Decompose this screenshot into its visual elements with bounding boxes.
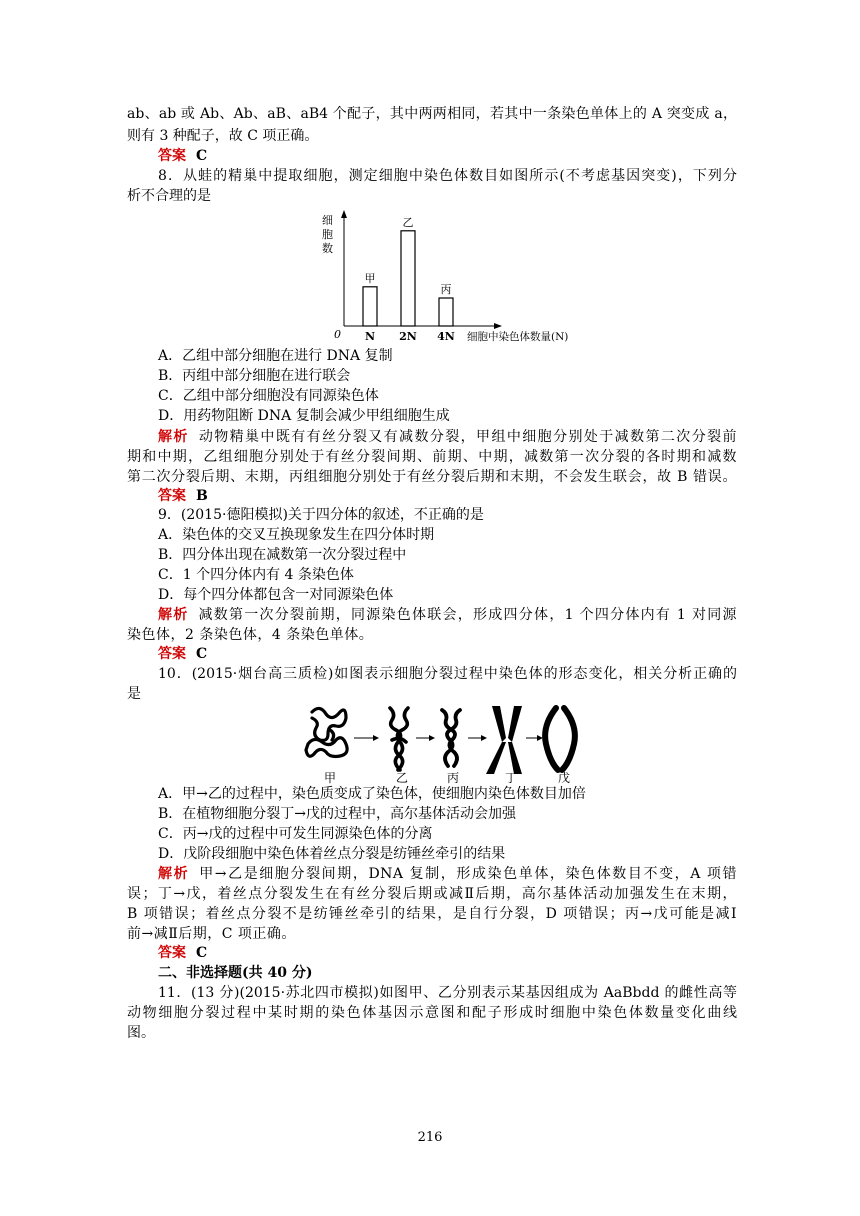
origin-label: 0 xyxy=(334,328,341,341)
option-d: D．每个四分体都包含一对同源染色体 xyxy=(158,587,394,603)
answer-value: C xyxy=(196,646,208,662)
analysis-label: 解析 xyxy=(158,429,189,445)
x-axis-arrow xyxy=(494,323,502,329)
chromosome-stages-figure xyxy=(300,700,590,786)
question-10-cont: 是 xyxy=(127,686,141,702)
answer-label: 答案 xyxy=(158,945,186,961)
analysis-line xyxy=(158,427,737,447)
bar-chart xyxy=(318,204,588,344)
answer-label: 答案 xyxy=(158,488,186,504)
x-tick-label: 4N xyxy=(437,330,455,343)
option-a: A．乙组中部分细胞在进行 DNA 复制 xyxy=(158,348,393,364)
bar xyxy=(439,298,453,326)
question-10: 10．(2015·烟台高三质检)如图表示细胞分裂过程中染色体的形态变化，相关分析正确的 xyxy=(158,666,737,682)
stage-label: 戊 xyxy=(558,771,571,785)
question-8: 8．从蛙的精巢中提取细胞，测定细胞中染色体数目如图所示(不考虑基因突变)，下列分 xyxy=(158,168,737,184)
bar-label: 甲 xyxy=(364,271,376,285)
analysis-line: 前→减Ⅱ后期，C 项正确。 xyxy=(127,926,296,942)
stage-label: 甲 xyxy=(324,771,337,785)
analysis-label: 解析 xyxy=(158,607,189,623)
answer-value: C xyxy=(196,945,208,961)
answer-label: 答案 xyxy=(158,148,186,164)
option-b: B．四分体出现在减数第一次分裂过程中 xyxy=(158,547,407,563)
analysis-line: 期和中期，乙组细胞分别处于有丝分裂间期、前期、中期，减数第一次分裂的各时期和减数 xyxy=(127,449,737,465)
question-8-cont: 析不合理的是 xyxy=(127,188,211,204)
y-axis-label: 胞 xyxy=(322,228,333,241)
question-11-cont: 图。 xyxy=(127,1025,155,1041)
bar-label: 丙 xyxy=(440,283,452,296)
text-line: ab、ab 或 Ab、Ab、aB、aB4 个配子，其中两两相同，若其中一条染色单体上的 A 突变成 a， xyxy=(127,106,737,122)
page-number: 216 xyxy=(417,1130,443,1145)
y-axis-label: 细 xyxy=(322,214,333,227)
analysis-line xyxy=(158,864,737,884)
analysis-text: 动物精巢中既有有丝分裂又有减数分裂，甲组中细胞分别处于减数第二次分裂前 xyxy=(198,429,738,445)
bar xyxy=(401,231,415,326)
text-line: 则有 3 种配子，故 C 项正确。 xyxy=(127,128,319,144)
x-tick-label: N xyxy=(364,330,376,343)
analysis-label: 解析 xyxy=(158,866,190,882)
answer-label: 答案 xyxy=(158,646,186,662)
stage-label: 乙 xyxy=(396,771,409,785)
analysis-line: 染色体，2 条染色体，4 条染色单体。 xyxy=(127,627,374,643)
stage-label: 丁 xyxy=(505,771,518,785)
option-c: C．1 个四分体内有 4 条染色体 xyxy=(158,567,354,583)
bar-label: 乙 xyxy=(402,215,414,229)
y-axis-label: 数 xyxy=(322,242,333,255)
metaphase-chromosome-icon xyxy=(486,706,522,774)
option-a: A．染色体的交叉互换现象发生在四分体时期 xyxy=(158,527,435,543)
answer-value: C xyxy=(196,148,208,164)
analysis-line: 第二次分裂后期、末期，丙组细胞分别处于有丝分裂后期和末期，不会发生联会，故 B 错误。 xyxy=(127,469,737,485)
answer-line xyxy=(158,146,768,166)
option-c: C．乙组中部分细胞没有同源染色体 xyxy=(158,388,379,404)
analysis-text: 甲→乙是细胞分裂间期，DNA 复制，形成染色单体，染色体数目不变，A 项错 xyxy=(199,866,737,882)
answer-line xyxy=(158,486,768,506)
analysis-line xyxy=(158,605,737,625)
answer-value: B xyxy=(196,488,208,504)
option-d: D．戊阶段细胞中染色体着丝点分裂是纺锤丝牵引的结果 xyxy=(158,846,506,862)
y-axis-arrow xyxy=(341,210,347,218)
bar xyxy=(363,287,377,326)
option-a: A．甲→乙的过程中，染色质变成了染色体，使细胞内染色体数目加倍 xyxy=(158,786,586,802)
analysis-line: B 项错误；着丝点分裂不是纺锤丝牵引的结果，是自行分裂，D 项错误；丙→戊可能是减Ⅰ xyxy=(127,906,737,922)
answer-line xyxy=(158,644,768,664)
stage-label: 丙 xyxy=(447,771,460,785)
option-c: C．丙→戊的过程中可发生同源染色体的分离 xyxy=(158,826,433,842)
analysis-text: 减数第一次分裂前期，同源染色体联会，形成四分体，1 个四分体内有 1 对同源 xyxy=(198,607,738,623)
section-heading: 二、非选择题(共 40 分) xyxy=(158,965,313,981)
question-9: 9．(2015·德阳模拟)关于四分体的叙述，不正确的是 xyxy=(158,507,484,523)
separated-chromosome-icon xyxy=(545,708,575,770)
option-b: B．在植物细胞分裂丁→戊的过程中，高尔基体活动会加强 xyxy=(158,806,517,822)
option-d: D．用药物阻断 DNA 复制会减少甲组细胞生成 xyxy=(158,408,450,424)
condensing-chromosome-icon xyxy=(390,708,408,770)
x-tick-label: 2N xyxy=(399,330,417,343)
coiled-chromosome-icon xyxy=(442,710,460,766)
question-11: 11．(13 分)(2015·苏北四市模拟)如图甲、乙分别表示某基因组成为 AaBbdd 的雌性高等 xyxy=(158,985,737,1001)
question-11-cont: 动物细胞分裂过程中某时期的染色体基因示意图和配子形成时细胞中染色体数量变化曲线 xyxy=(127,1005,737,1021)
answer-line xyxy=(158,943,768,963)
option-b: B．丙组中部分细胞在进行联会 xyxy=(158,368,351,384)
analysis-line: 误；丁→戊，着丝点分裂发生在有丝分裂后期或减Ⅱ后期，高尔基体活动加强发生在末期， xyxy=(127,886,737,902)
chromatin-tangle-icon xyxy=(306,708,347,756)
x-axis-label: 细胞中染色体数量(N) xyxy=(467,331,569,343)
